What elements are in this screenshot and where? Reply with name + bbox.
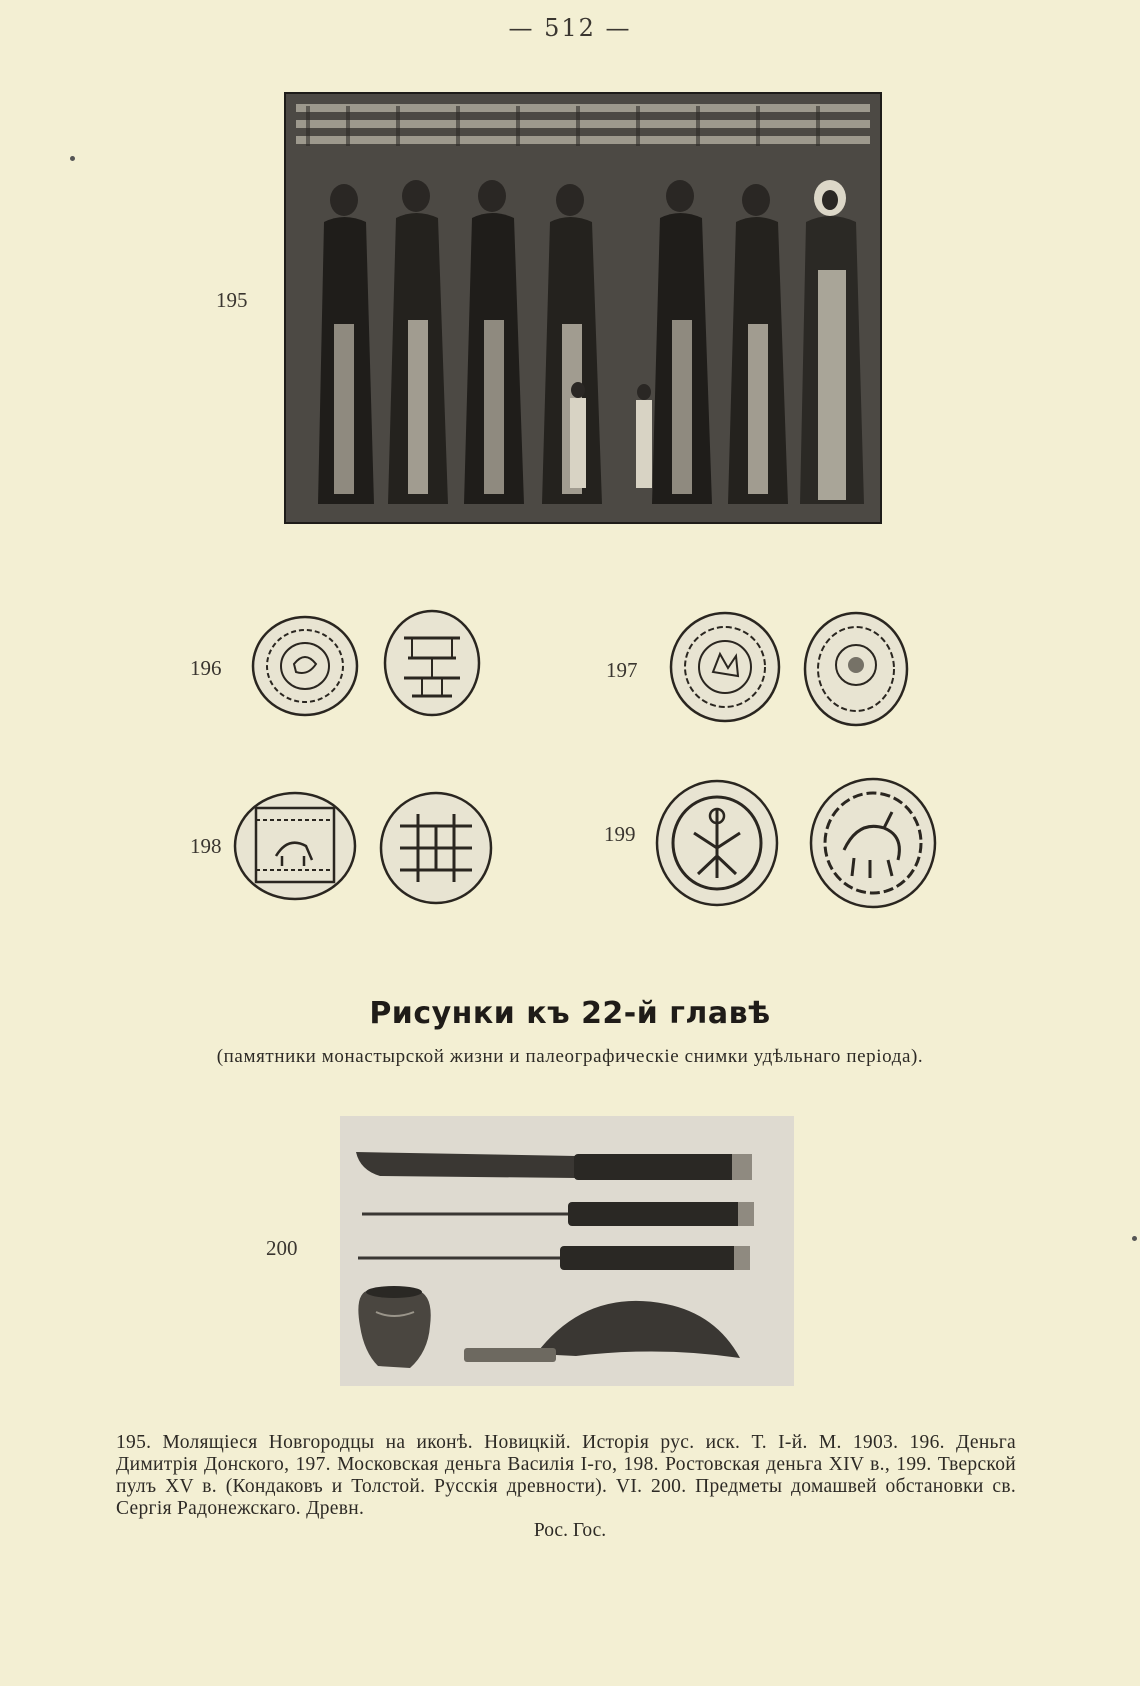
figure-label-196: 196 bbox=[190, 656, 222, 680]
speck bbox=[70, 156, 75, 161]
coin-199-reverse bbox=[808, 776, 938, 910]
chapter-heading: Рисунки къ 22-й главѣ bbox=[369, 996, 771, 1031]
figure-caption: 195. Молящіеся Новгородцы на иконѣ. Новицкій. Исторія рус. иск. Т. I-й. М. 1903. 196. Деньга Димитрія Донского, 197. Московская деньга Василія I-го, 198. Ростовская деньга XIV в., 199. Тверской пулъ XV в. (Кондаковъ и Толстой. Русскія древности). VI. 200. Предметы домашвей обстановки св. Сергія Радонежскаго. Древн. bbox=[116, 1432, 1016, 1519]
coin-196-reverse bbox=[382, 608, 482, 718]
speck bbox=[1132, 1236, 1137, 1241]
coin-199-obverse bbox=[654, 778, 780, 908]
figure-label-197: 197 bbox=[606, 658, 638, 682]
coin-197-reverse bbox=[802, 610, 910, 728]
figure-label-199: 199 bbox=[604, 822, 636, 846]
coin-196-obverse bbox=[250, 614, 360, 718]
figure-caption-end: Рос. Гос. bbox=[533, 1520, 607, 1541]
coin-198-reverse bbox=[378, 790, 494, 906]
photo-household-objects bbox=[340, 1116, 794, 1386]
figure-label-200: 200 bbox=[266, 1236, 298, 1260]
figure-label-195: 195 bbox=[216, 288, 248, 312]
coin-198-obverse bbox=[232, 790, 358, 902]
figure-label-198: 198 bbox=[190, 834, 222, 858]
coin-197-obverse bbox=[668, 610, 782, 724]
icon-image-praying-novgorodians bbox=[284, 92, 882, 524]
chapter-subheading: (памятники монастырской жизни и палеографическіе снимки удѣльнаго періода). bbox=[216, 1046, 924, 1067]
page-number: — 512 — bbox=[508, 14, 632, 42]
